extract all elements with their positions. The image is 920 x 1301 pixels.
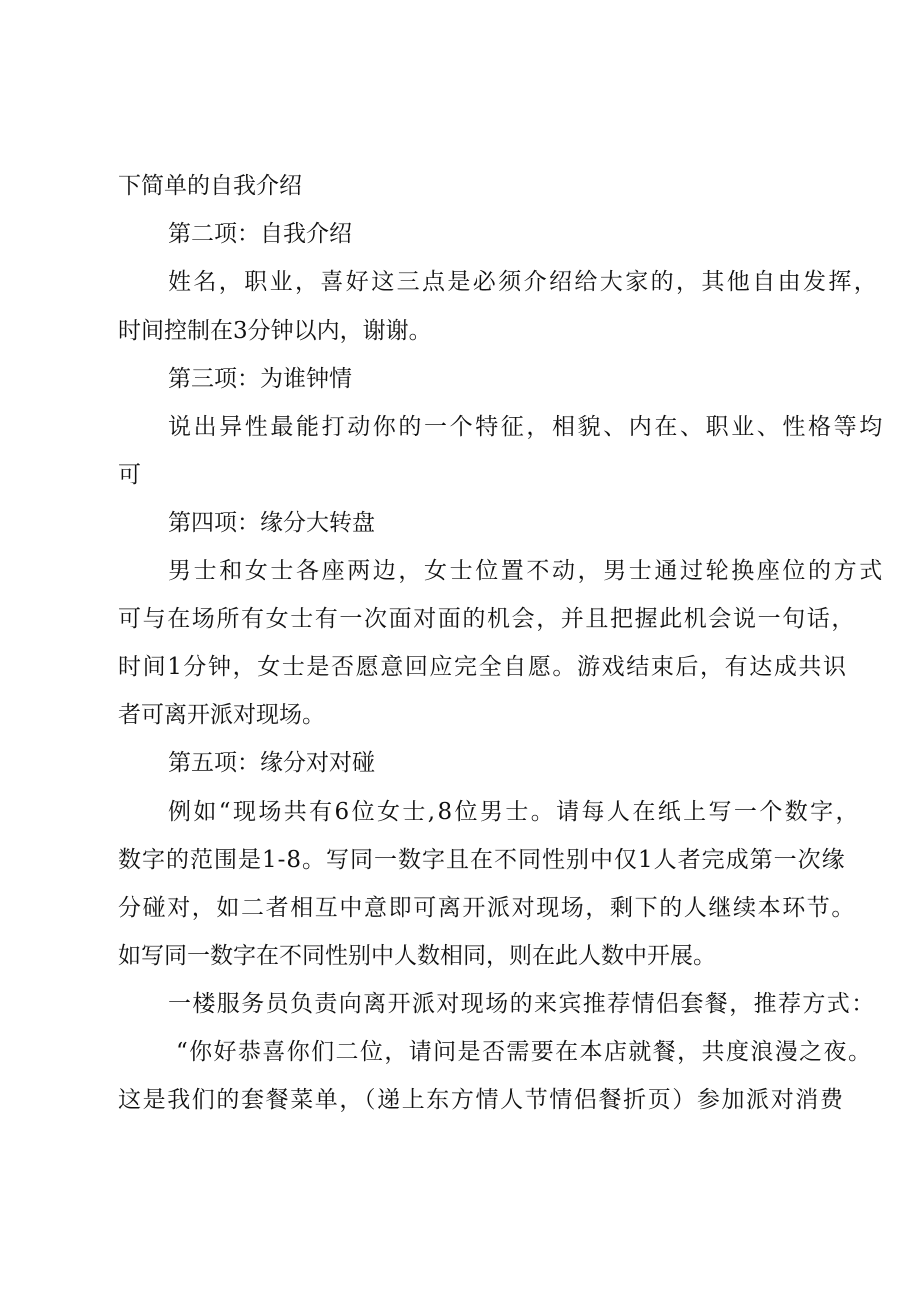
text-line-11: 时间1分钟，女士是否愿意回应完全自愿。游戏结束后，有达成共识 bbox=[118, 654, 848, 680]
text-line-16: 分碰对，如二者相互中意即可离开派对现场，剩下的人继续本环节。 bbox=[118, 895, 856, 921]
text-line-14: 例如“现场共有6位女士,8位男士。请每人在纸上写一个数字， bbox=[168, 799, 861, 825]
section-heading-5: 第五项：缘分对对碰 bbox=[168, 750, 375, 776]
text-line-3: 姓名，职业，喜好这三点是必须介绍给大家的，其他自由发挥， bbox=[168, 269, 880, 295]
text-line-7: 可 bbox=[118, 462, 141, 488]
section-heading-3: 第三项：为谁钟情 bbox=[168, 366, 352, 392]
text-line-4: 时间控制在3分钟以内，谢谢。 bbox=[118, 318, 432, 344]
text-line-15: 数字的范围是1-8。写同一数字且在不同性别中仅1人者完成第一次缘 bbox=[118, 847, 846, 873]
section-heading-2: 第二项：自我介绍 bbox=[168, 221, 352, 247]
text-line-6: 说出异性最能打动你的一个特征，相貌、内在、职业、性格等均 bbox=[168, 414, 885, 440]
text-line-12: 者可离开派对现场。 bbox=[118, 702, 325, 728]
text-line-10: 可与在场所有女士有一次面对面的机会，并且把握此机会说一句话， bbox=[118, 606, 856, 632]
section-heading-4: 第四项：缘分大转盘 bbox=[168, 510, 375, 536]
text-line-17: 如写同一数字在不同性别中人数相同，则在此人数中开展。 bbox=[118, 943, 716, 969]
text-line-1: 下简单的自我介绍 bbox=[118, 173, 302, 199]
text-line-9: 男士和女士各座两边，女士位置不动，男士通过轮换座位的方式 bbox=[168, 558, 885, 584]
text-line-18: 一楼服务员负责向离开派对现场的来宾推荐情侣套餐，推荐方式： bbox=[168, 991, 876, 1017]
text-line-20: 这是我们的套餐菜单，（递上东方情人节情侣餐折页）参加派对消费 bbox=[118, 1087, 845, 1113]
text-line-19: “你好恭喜你们二位，请问是否需要在本店就餐，共度浪漫之夜。 bbox=[176, 1039, 873, 1065]
